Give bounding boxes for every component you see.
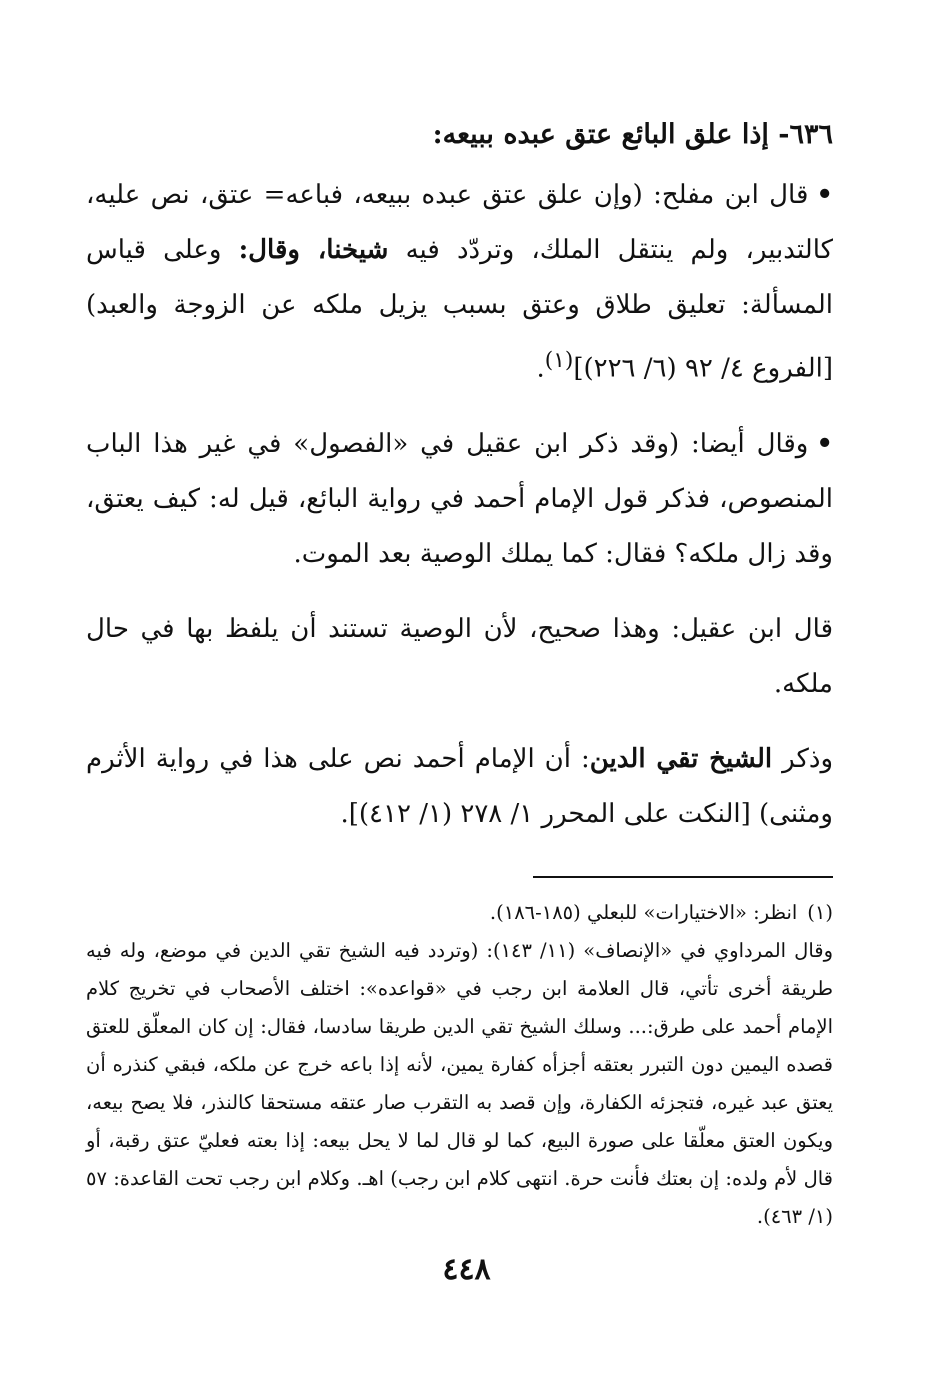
footnote-reference: (١) <box>544 348 574 373</box>
paragraph-4-text-a: وذكر <box>772 743 834 774</box>
paragraph-4 <box>86 732 833 842</box>
page-number: ٤٤٨ <box>442 1252 491 1287</box>
paragraph-1-end: . <box>536 353 545 384</box>
footnote-number: (١) <box>807 900 833 924</box>
paragraph-1-text-b: وعلى قياس المسألة: تعليق طلاق وعتق بسبب يزيل ملكه عن الزوجة والعبد) [الفروع ٤/ ٩٢ (٦/ ٢٢٦)] <box>86 235 833 384</box>
paragraph-1-bold: شيخنا، وقال: <box>238 235 389 265</box>
paragraph-4-bold: الشيخ تقي الدين <box>589 743 773 774</box>
paragraph-4-text-b: : أن الإمام أحمد نص على هذا في رواية الأثرم ومثنى) [النكت على المحرر ١/ ٢٧٨ (١/ ٤١٢)]. <box>86 743 833 829</box>
footnote-separator <box>533 876 833 878</box>
paragraph-1 <box>86 168 833 397</box>
paragraph-3: قال ابن عقيل: وهذا صحيح، لأن الوصية تستند أن يلفظ بها في حال ملكه. <box>86 613 833 699</box>
footnote-body: وقال المرداوي في «الإنصاف» (١١/ ١٤٣): (وتردد فيه الشيخ تقي الدين في موضع، وله فيه طريقة أخرى تأتي، قال العلامة ابن رجب في «قواعده»: اختلف الأصحاب في تخريج كلام الإمام أحمد على طرق:... وسلك الشيخ تقي الدين طريقا سادسا، فقال: إن كان المعلّق للعتق قصده اليمين دون التبرر بعتقه أجزأه كفارة يمين، لأنه إذا باعه خرج عن ملكه، فبقي كنذره أن يعتق عبد غيره، فتجزئه الكفارة، وإن قصد به التقرب صار عتقه مستحقا كالنذر، فلا يصح بيعه، ويكون العتق معلّقا على صورة البيع، كما لو قال لما لا يحل بيعه: إذا بعته فعليّ عتق رقبة، أو قال لأم ولده: إن بعتك فأنت حرة. انتهى كلام ابن رجب) اهـ. وكلام ابن رجب تحت القاعدة: ٥٧ (١/ ٤٦٣). <box>86 938 834 1228</box>
section-heading: ٦٣٦- إذا علق البائع عتق عبده ببيعه: <box>432 119 833 150</box>
paragraph-1-text-a: قال ابن مفلح: (وإن علق عتق عبده ببيعه، فباعه= عتق، نص عليه، كالتدبير، ولم ينتقل الملك، وتردّد فيه <box>86 180 833 265</box>
bullet-2: • <box>816 428 833 459</box>
footnote-first-text: انظر: «الاختيارات» للبعلي (١٨٥-١٨٦). <box>489 900 798 924</box>
footnote-line-1 <box>86 894 833 932</box>
paragraph-2-text: وقال أيضا: (وقد ذكر ابن عقيل في «الفصول» في غير هذا الباب المنصوص، فذكر قول الإمام أحمد في رواية البائع، قيل له: كيف يعتق، وقد زال ملكه؟ فقال: كما يملك الوصية بعد الموت. <box>86 428 833 569</box>
paragraph-2 <box>86 417 833 582</box>
bullet-1: • <box>816 180 833 210</box>
